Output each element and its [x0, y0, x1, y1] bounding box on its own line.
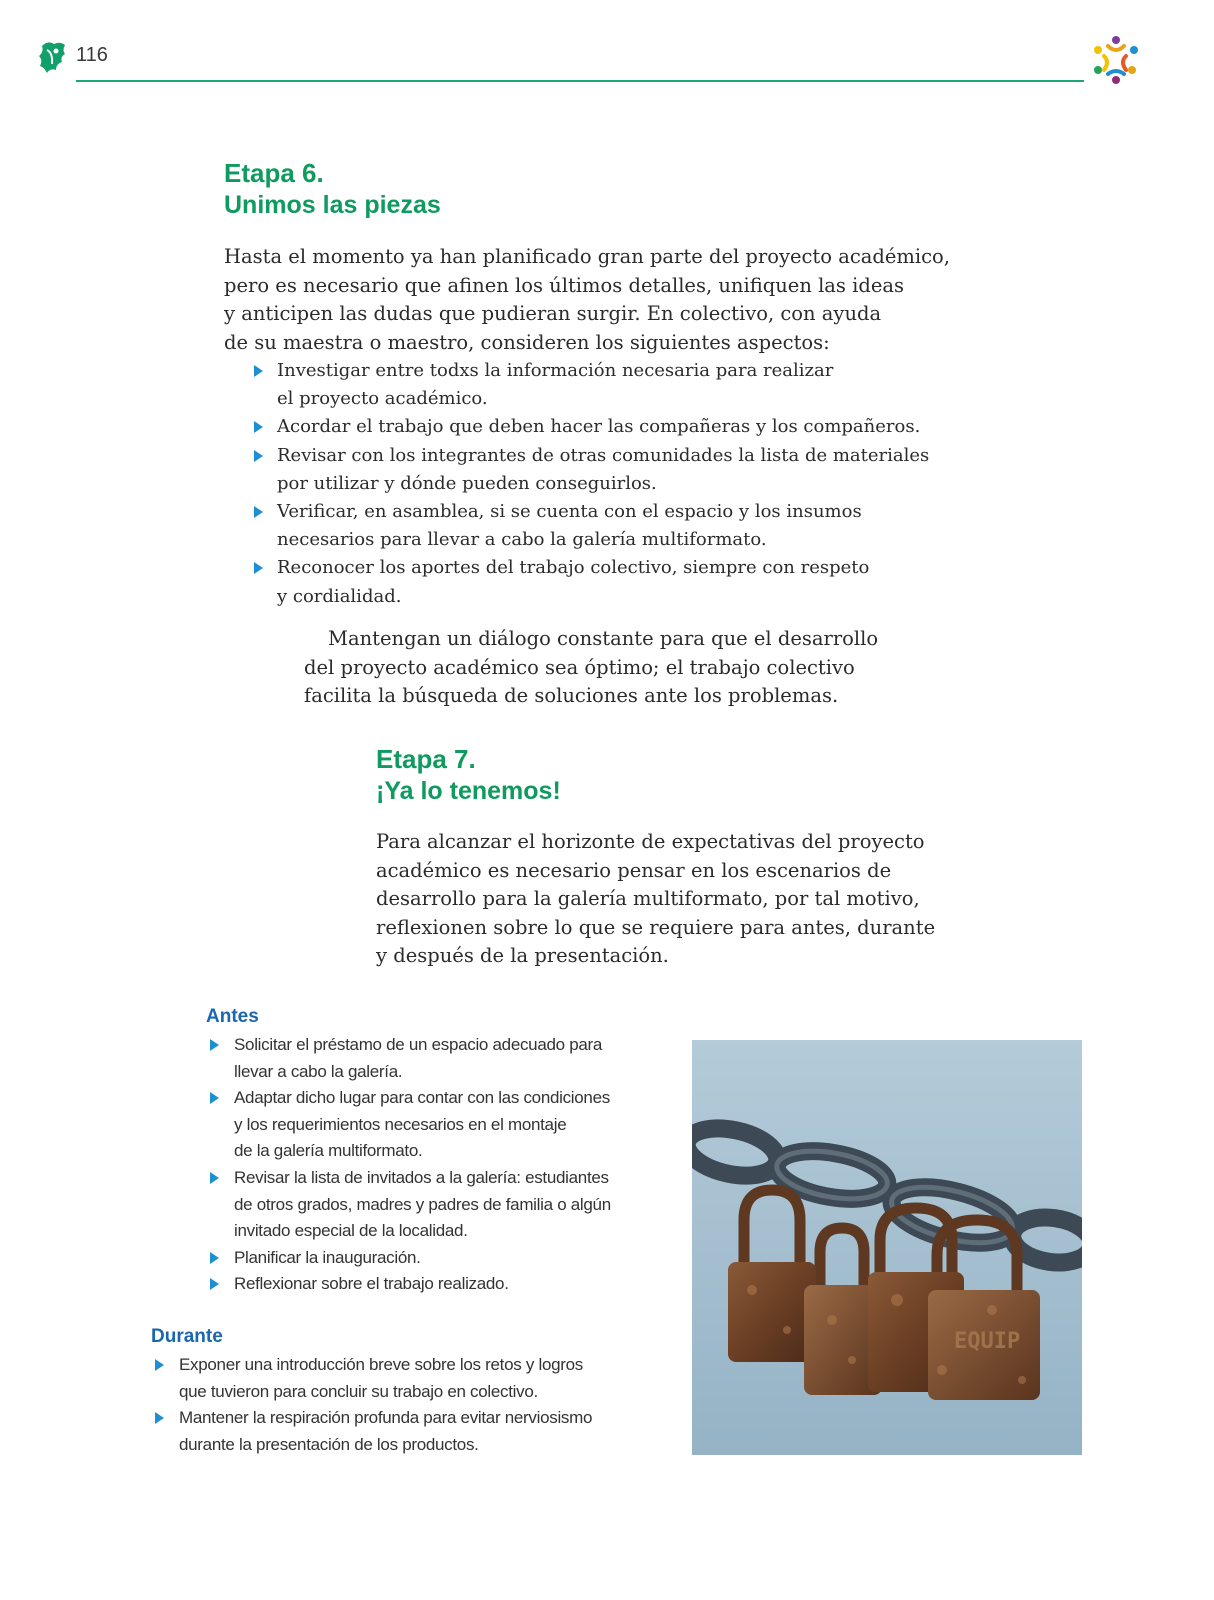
etapa7-title: Etapa 7.	[376, 744, 476, 774]
etapa6-bullet-list	[250, 357, 929, 611]
durante-heading: Durante	[151, 1326, 223, 1347]
text-line: y los requerimientos necesarios en el montaje	[234, 1114, 567, 1134]
text-line: facilita la búsqueda de soluciones ante los problemas.	[304, 684, 839, 707]
text-line: de su maestra o maestro, consideren los siguientes aspectos:	[224, 330, 830, 354]
text-line: de otros grados, madres y padres de familia o algún	[234, 1194, 611, 1214]
text-line: Reflexionar sobre el trabajo realizado.	[234, 1274, 509, 1294]
padlock-text: EQUIP	[954, 1329, 1021, 1354]
green-leaf-logo-icon	[38, 40, 68, 74]
etapa7-subtitle: ¡Ya lo tenemos!	[376, 777, 561, 805]
etapa6-title: Etapa 6.	[224, 158, 324, 188]
text-line: Revisar la lista de invitados a la galería: estudiantes	[234, 1167, 609, 1187]
antes-heading: Antes	[206, 1006, 259, 1027]
bullet-triangle-icon	[254, 421, 263, 433]
text-line: que tuvieron para concluir su trabajo en colectivo.	[179, 1381, 538, 1401]
text-line: Solicitar el préstamo de un espacio adecuado para	[234, 1035, 603, 1054]
bullet-triangle-icon	[210, 1252, 219, 1264]
bullet-triangle-icon	[210, 1092, 219, 1104]
list-item	[206, 1245, 611, 1272]
text-line: invitado especial de la localidad.	[234, 1221, 468, 1241]
text-line: Verificar, en asamblea, si se cuenta con el espacio y los insumos	[277, 501, 862, 523]
text-line: del proyecto académico sea óptimo; el trabajo colectivo	[304, 655, 855, 679]
text-line: de la galería multiformato.	[234, 1141, 423, 1161]
list-item	[151, 1352, 592, 1405]
text-line: Planificar la inauguración.	[234, 1247, 421, 1267]
text-line: Investigar entre todxs la información necesaria para realizar	[277, 360, 834, 381]
page-number: 116	[76, 44, 108, 66]
text-line: el proyecto académico.	[277, 388, 488, 410]
text-line: por utilizar y dónde pueden conseguirlos.	[277, 472, 657, 494]
bullet-triangle-icon	[155, 1359, 164, 1371]
text-line: necesarios para llevar a cabo la galería multiformato.	[277, 529, 767, 551]
list-item	[206, 1165, 611, 1245]
text-line: Para alcanzar el horizonte de expectativas del proyecto	[376, 830, 925, 853]
etapa6-subtitle: Unimos las piezas	[224, 191, 441, 219]
bullet-triangle-icon	[210, 1278, 219, 1290]
text-line: durante la presentación de los productos.	[179, 1434, 479, 1454]
bullet-triangle-icon	[210, 1039, 219, 1051]
list-item	[206, 1271, 611, 1298]
durante-bullet-list	[151, 1352, 592, 1458]
bullet-triangle-icon	[210, 1172, 219, 1184]
rusty-padlocks-on-chain-photo	[692, 1040, 1082, 1455]
list-item	[250, 357, 929, 413]
list-item	[206, 1032, 611, 1085]
list-item	[250, 442, 929, 498]
list-item	[250, 413, 929, 441]
header-rule	[76, 80, 1084, 82]
text-line: Adaptar dicho lugar para contar con las condiciones	[234, 1088, 610, 1108]
list-item	[250, 554, 929, 610]
bullet-triangle-icon	[254, 365, 263, 377]
text-line: llevar a cabo la galería.	[234, 1061, 403, 1081]
text-line: y anticipen las dudas que pudieran surgir. En colectivo, con ayuda	[224, 302, 882, 325]
bullet-triangle-icon	[254, 506, 263, 518]
text-line: Exponer una introducción breve sobre los retos y logros	[179, 1355, 584, 1374]
antes-bullet-list	[206, 1032, 611, 1298]
bullet-triangle-icon	[254, 450, 263, 462]
text-line: académico es necesario pensar en los escenarios de	[376, 858, 892, 882]
text-line: Reconocer los aportes del trabajo colectivo, siempre con respeto	[277, 557, 870, 579]
text-line: y después de la presentación.	[376, 944, 669, 967]
colorful-people-circle-icon	[1086, 32, 1146, 88]
list-item	[250, 498, 929, 554]
etapa6-closing	[304, 625, 878, 711]
text-line: Hasta el momento ya han planificado gran parte del proyecto académico,	[224, 245, 950, 268]
etapa6-intro	[224, 243, 950, 357]
text-line: Revisar con los integrantes de otras comunidades la lista de materiales	[277, 444, 930, 466]
text-line: Mantengan un diálogo constante para que el desarrollo	[328, 627, 879, 650]
list-item	[206, 1085, 611, 1165]
text-line: reflexionen sobre lo que se requiere para antes, durante	[376, 915, 936, 939]
bullet-triangle-icon	[254, 562, 263, 574]
text-line: Mantener la respiración profunda para evitar nerviosismo	[179, 1408, 593, 1428]
text-line: pero es necesario que afinen los últimos detalles, unifiquen las ideas	[224, 273, 905, 297]
text-line: desarrollo para la galería multiformato, por tal motivo,	[376, 887, 920, 910]
text-line: Acordar el trabajo que deben hacer las compañeras y los compañeros.	[277, 416, 921, 438]
etapa7-intro	[376, 828, 935, 971]
list-item	[151, 1405, 592, 1458]
text-line: y cordialidad.	[277, 585, 402, 607]
bullet-triangle-icon	[155, 1412, 164, 1424]
